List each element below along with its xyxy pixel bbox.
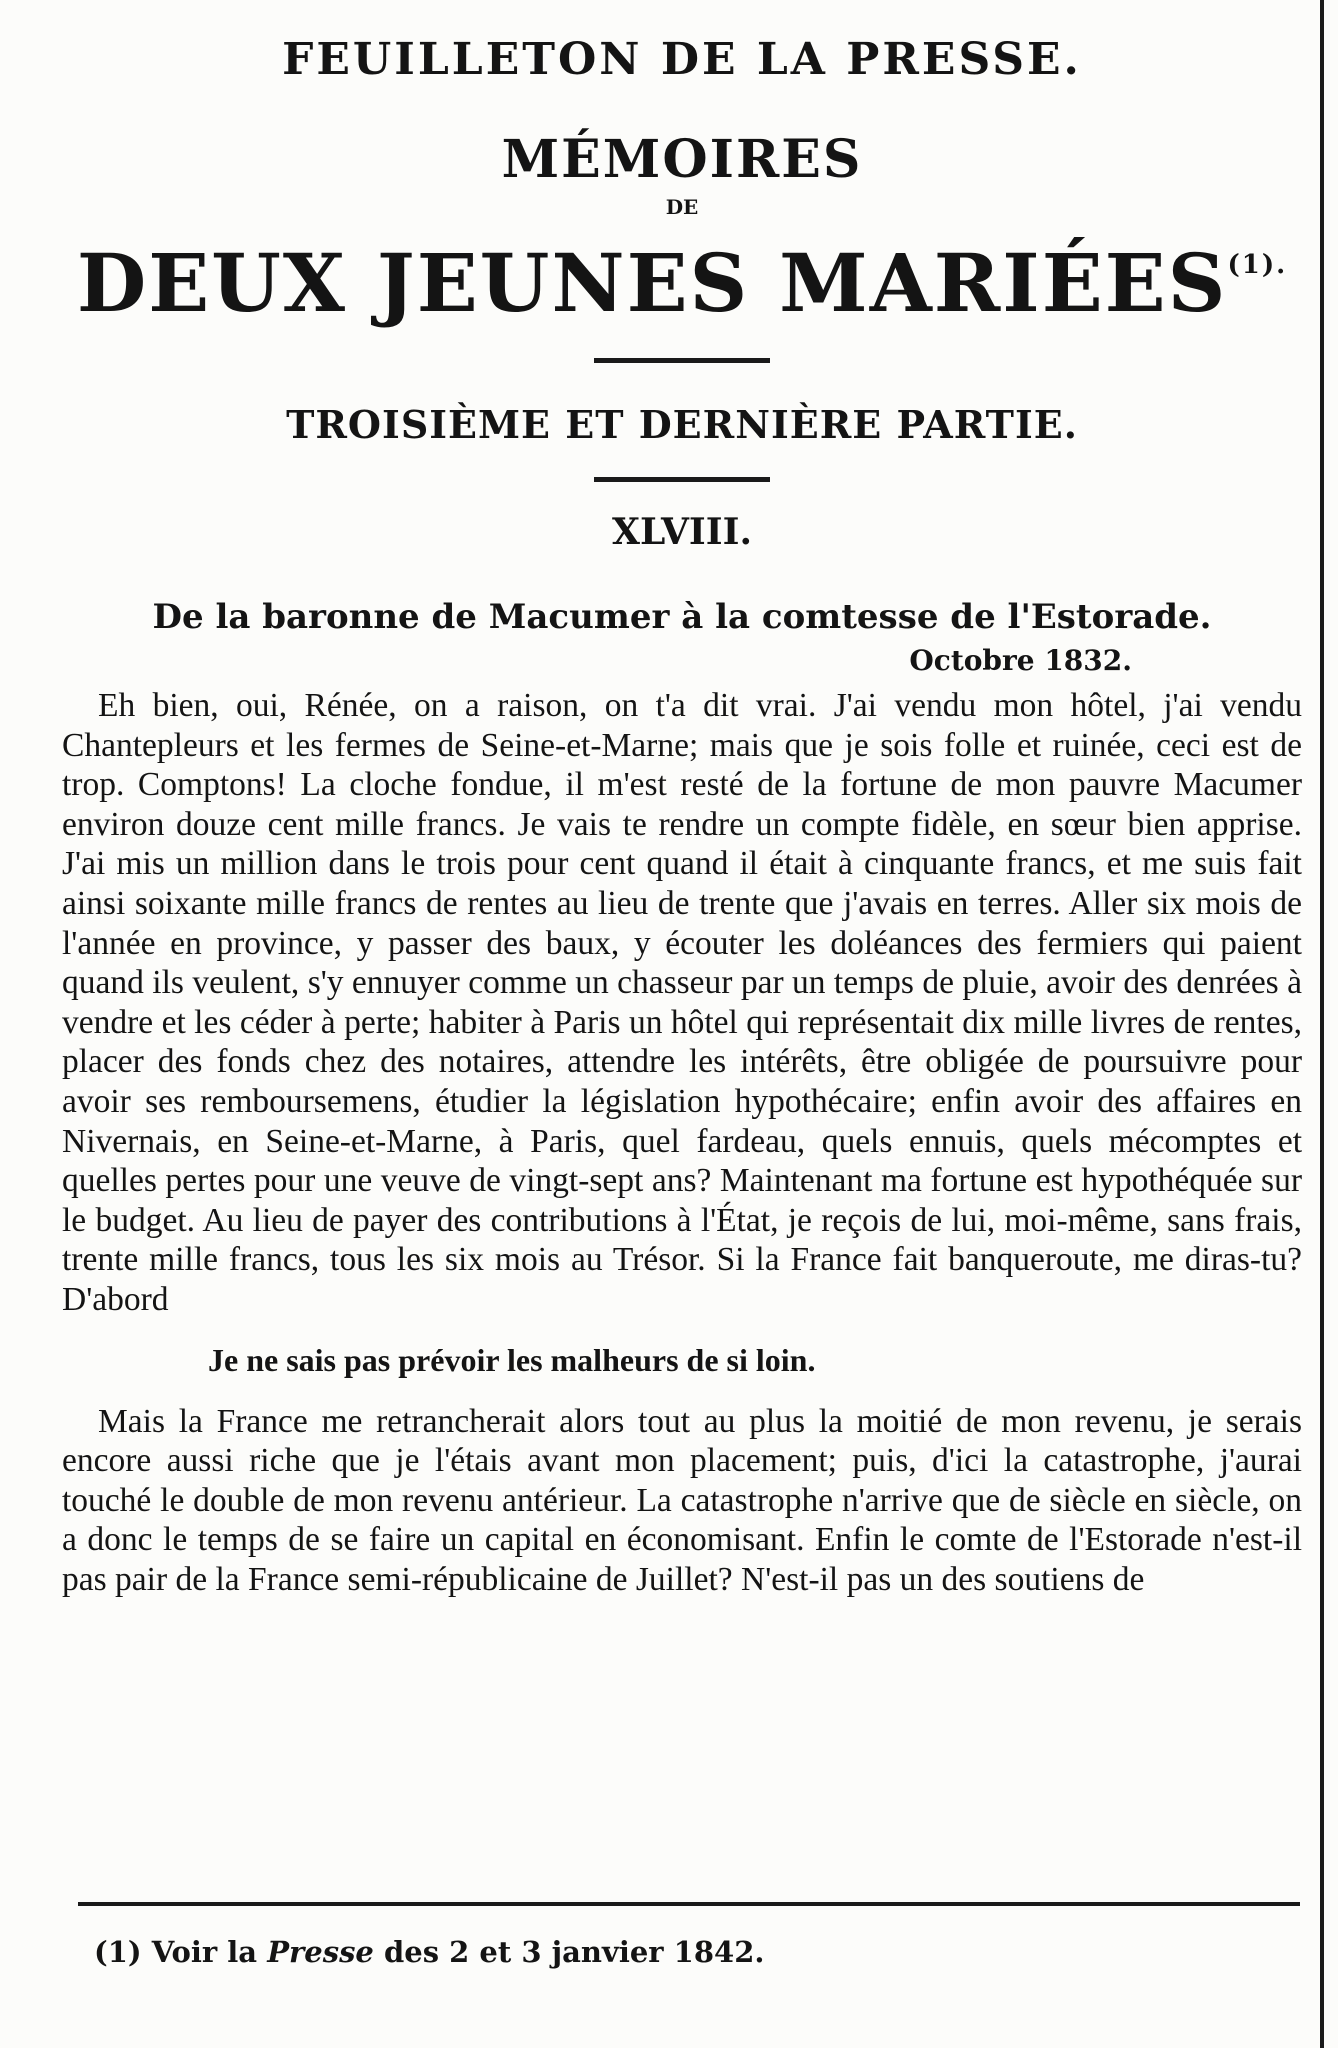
title-main [62,220,1302,328]
footnote-rule [78,1902,1300,1906]
paragraph-2: Mais la France me retrancherait alors tout au plus la moitié de mon revenu, je serais encore aussi riche que je l'étais avant mon placement; puis, d'ici la catastrophe, j'aurai touché le double de mon revenu antérieur. La catastrophe n'arrive que de siècle en siècle, on a donc le temps de se faire un capital en économisant. Enfin le comte de l'Estorade n'est-il pas pair de la France semi-républicaine de Juillet? N'est-il pas un des soutiens de [62,1402,1302,1598]
title-note-mark: (1). [1227,250,1288,280]
chapter-number: XLVIII. [612,511,752,553]
footnote-journal: Presse [267,1935,374,1969]
feuilleton-column [62,30,1302,1599]
divider-rule-2 [594,477,770,482]
column-rule [1320,0,1324,2048]
paragraph-1: Eh bien, oui, Rénée, on a raison, on t'a dit vrai. J'ai vendu mon hôtel, j'ai vendu Chantepleurs et les fermes de Seine-et-Marne; mais que je sois folle et ruinée, ceci est de trop. Comptons! La cloche fondue, il m'est resté de la fortune de mon pauvre Macumer environ douze cent mille francs. Je vais te rendre un compte fidèle, en sœur bien apprise. J'ai mis un million dans le trois pour cent quand il était à cinquante francs, et me suis fait ainsi soixante mille francs de rentes au lieu de trente que j'avais en terres. Aller six mois de l'année en province, y passer des baux, y écouter les doléances des fermiers qui paient quand ils veulent, s'y ennuyer comme un chasseur par un temps de pluie, avoir des denrées à vendre et les céder à perte; habiter à Paris un hôtel qui représentait dix mille livres de rentes, placer des fonds chez des notaires, attendre les intérêts, être obligée de poursuivre pour avoir ses remboursemens, étudier la législation hypothécaire; enfin avoir des affaires en Nivernais, en Seine-et-Marne, à Paris, quel fardeau, quels ennuis, quels mécomptes et quelles pertes pour une veuve de vingt-sept ans? Maintenant ma fortune est hypothéquée sur le budget. Au lieu de payer des contributions à l'État, je reçois de lui, moi-même, sans frais, trente mille francs, tous les six mois au Trésor. Si la France fait banqueroute, me diras-tu? D'abord [62,687,1302,1318]
footnote [94,1934,764,1970]
divider-rule [594,358,770,363]
quote-line: Je ne sais pas prévoir les malheurs de si loin. [208,1341,816,1378]
letter-body [62,686,1302,1599]
letter-heading: De la baronne de Macumer à la comtesse de l'Estorade. [152,597,1212,637]
title-deux-jeunes-mariees: DEUX JEUNES MARIÉES [76,236,1228,330]
letter-date: Octobre 1832. [909,644,1132,677]
part-heading: TROISIÈME ET DERNIÈRE PARTIE. [286,402,1078,447]
title-memoires: MÉMOIRES [501,129,863,190]
footnote-mark: (1) Voir la [94,1935,258,1969]
masthead: FEUILLETON DE LA PRESSE. [282,34,1082,85]
title-de: DE [665,195,699,219]
footnote-rest: des 2 et 3 janvier 1842. [383,1935,765,1969]
